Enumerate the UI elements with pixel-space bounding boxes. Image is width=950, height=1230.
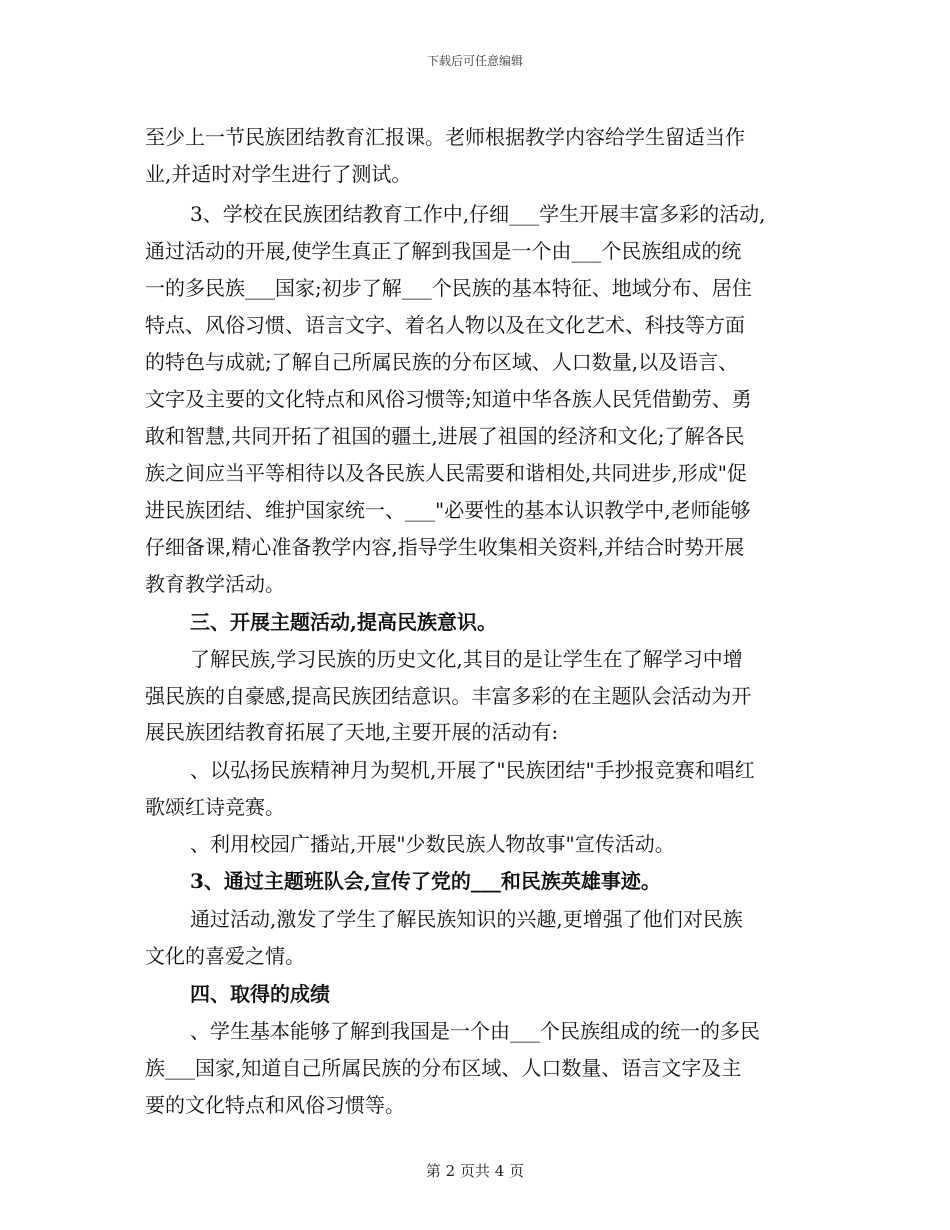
- text-line: 仔细备课,精心准备教学内容,指导学生收集相关资料,并结合时势开展: [145, 535, 745, 559]
- text-line: 文化的喜爱之情。: [145, 944, 305, 968]
- text-line: 族之间应当平等相待以及各民族人民需要和谐相处,共同进步,形成"促: [145, 461, 747, 485]
- text-line: 3、学校在民族团结教育工作中,仔细___学生开展丰富多彩的活动,: [190, 202, 766, 226]
- text-line: 业,并适时对学生进行了测试。: [145, 162, 412, 186]
- text-line: 歌颂红诗竞赛。: [145, 795, 285, 819]
- text-line: 敢和智慧,共同开拓了祖国的疆土,进展了祖国的经济和文化;了解各民: [145, 424, 745, 448]
- text-line: 通过活动的开展,使学生真正了解到我国是一个由___个民族组成的统: [145, 239, 742, 263]
- page-header: 下载后可任意编辑: [426, 54, 523, 68]
- text-line: 族___国家,知道自己所属民族的分布区域、人口数量、语言文字及主: [145, 1056, 742, 1080]
- section-heading: 四、取得的成绩: [190, 982, 330, 1006]
- text-line: 、学生基本能够了解到我国是一个由___个民族组成的统一的多民: [190, 1019, 760, 1043]
- text-line: 要的文化特点和风俗习惯等。: [145, 1093, 405, 1117]
- text-line: 文字及主要的文化特点和风俗习惯等;知道中华各族人民凭借勤劳、勇: [145, 387, 752, 411]
- text-line: 、以弘扬民族精神月为契机,开展了"民族团结"手抄报竞赛和唱红: [190, 758, 755, 782]
- text-line: 教育教学活动。: [145, 572, 285, 596]
- text-line: 通过活动,激发了学生了解民族知识的兴趣,更增强了他们对民族: [190, 907, 743, 931]
- text-line: 了解民族,学习民族的历史文化,其目的是让学生在了解学习中增: [190, 647, 743, 671]
- text-line: 、利用校园广播站,开展"少数民族人物故事"宣传活动。: [190, 832, 675, 856]
- text-line: 特点、风俗习惯、语言文字、着名人物以及在文化艺术、科技等方面: [145, 313, 745, 337]
- page-footer: 第 2 页共 4 页: [425, 1162, 525, 1180]
- text-line: 强民族的自豪感,提高民族团结意识。丰富多彩的在主题队会活动为开: [145, 684, 752, 708]
- text-line: 至少上一节民族团结教育汇报课。老师根据教学内容给学生留适当作: [145, 125, 745, 149]
- section-heading: 三、开展主题活动,提高民族意识。: [190, 610, 497, 634]
- text-line: 展民族团结教育拓展了天地,主要开展的活动有:: [145, 720, 559, 744]
- text-line: 进民族团结、维护国家统一、___"必要性的基本认识教学中,老师能够: [145, 498, 751, 522]
- text-line: 一的多民族___国家;初步了解___个民族的基本特征、地域分布、居住: [145, 276, 752, 300]
- text-line: 的特色与成就;了解自己所属民族的分布区域、人口数量,以及语言、: [145, 350, 739, 374]
- section-heading: 3、通过主题班队会,宣传了党的___和民族英雄事迹。: [190, 869, 661, 893]
